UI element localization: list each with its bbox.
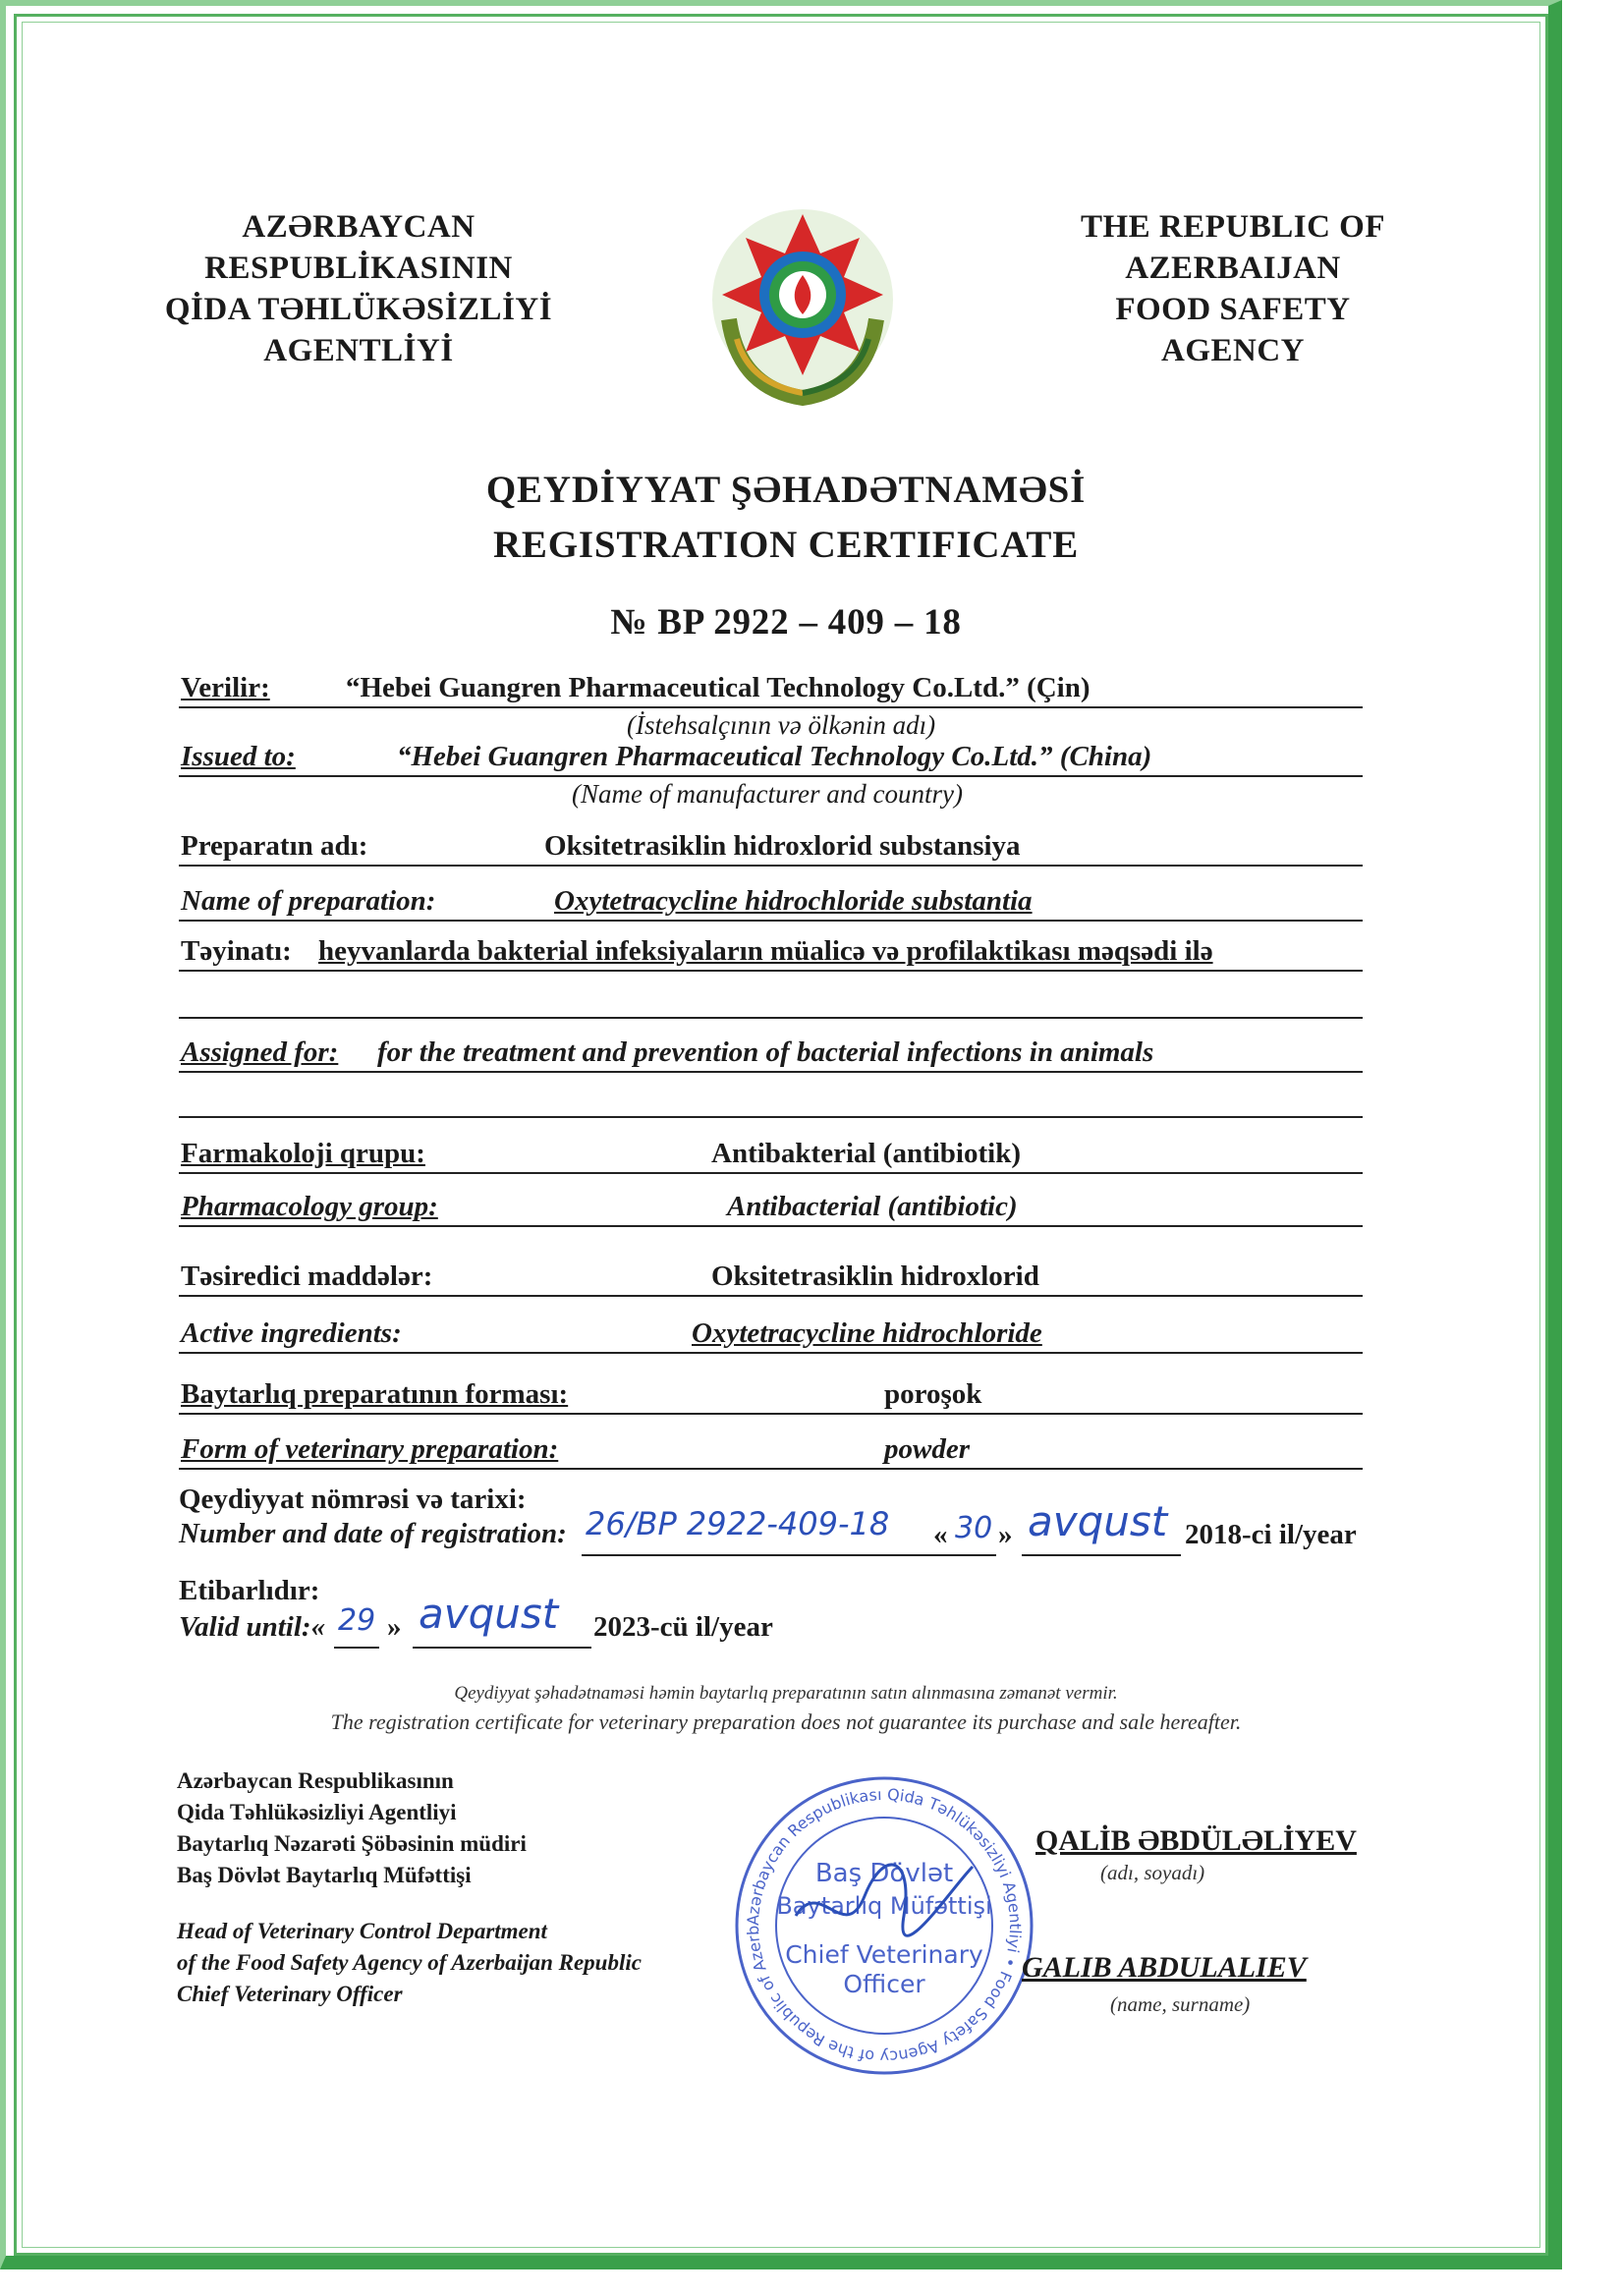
- form-en-value: powder: [884, 1433, 970, 1465]
- stamp-line3: Chief Veterinary: [785, 1940, 983, 1969]
- header-right-line: AZERBAIJAN: [1125, 251, 1341, 286]
- azerbaijan-coat-of-arms-icon: [709, 201, 896, 408]
- validity-month-underline: [413, 1647, 591, 1649]
- registration-day-underline: [953, 1554, 996, 1556]
- disclaimer-az: Qeydiyyat şəhadətnaməsi həmin baytarlıq preparatının satın alınmasına zəmanət vermir.: [454, 1683, 1118, 1704]
- group-en-label: Pharmacology group:: [181, 1191, 438, 1222]
- disclaimer-en: The registration certificate for veterinary preparation does not guarantee its purchase and sale hereafter.: [330, 1709, 1242, 1734]
- group-en-value: Antibacterial (antibiotic): [727, 1191, 1018, 1222]
- official-stamp: [727, 1768, 1041, 2083]
- form-en-label: Form of veterinary preparation:: [181, 1433, 559, 1465]
- title-en: REGISTRATION CERTIFICATE: [492, 524, 1080, 566]
- stamp-line2: Baytarlıq Müfəttişi: [776, 1892, 992, 1920]
- purpose-az-row: [179, 934, 1363, 972]
- issued-to-en-label: Issued to:: [181, 741, 296, 772]
- header-right-line: THE REPUBLIC OF: [1080, 209, 1386, 245]
- issued-to-az-hint: (İstehsalçının və ölkənin adı): [627, 710, 936, 740]
- issued-to-en-hint: (Name of manufacturer and country): [572, 779, 963, 809]
- stamp-line4: Officer: [843, 1970, 925, 1998]
- group-az-value: Antibakterial (antibiotik): [711, 1138, 1021, 1169]
- issued-to-az-label: Verilir:: [181, 672, 270, 703]
- issued-to-en-value: “Hebei Guangren Pharmaceutical Technology Co.Ltd.” (China): [397, 741, 1152, 772]
- group-en-row: [179, 1190, 1363, 1227]
- active-az-value: Oksitetrasiklin hidroxlorid: [711, 1260, 1039, 1292]
- registration-day-handwritten: 30: [955, 1511, 993, 1545]
- issued-to-en-row: [179, 740, 1363, 777]
- signatory-az-line: Qida Təhlükəsizliyi Agentliyi: [177, 1800, 457, 1824]
- signatory-name-en: GALIB ABDULALIEV: [1022, 1951, 1307, 1984]
- purpose-az-value: heyvanlarda bakterial infeksiyaların müalicə və profilaktikası məqsədi ilə: [318, 935, 1213, 967]
- header-right-line: AGENCY: [1160, 333, 1305, 368]
- issued-to-az-row: [179, 671, 1363, 708]
- header-right-line: FOOD SAFETY: [1115, 292, 1351, 327]
- registration-day-close: »: [998, 1519, 1013, 1550]
- active-en-label: Active ingredients:: [181, 1317, 402, 1349]
- registration-number-underline: [582, 1554, 994, 1556]
- signatory-name-en-hint: (name, surname): [1110, 1992, 1251, 2016]
- form-en-row: [179, 1432, 1363, 1470]
- header-left-line: RESPUBLİKASININ: [204, 251, 513, 286]
- form-az-row: [179, 1377, 1363, 1415]
- active-en-value: Oxytetracycline hidrochloride: [692, 1317, 1042, 1349]
- validity-day-close: »: [387, 1611, 402, 1643]
- validity-year: 2023-cü il/year: [593, 1611, 773, 1643]
- signatory-az-line: Azərbaycan Respublikasının: [177, 1768, 454, 1793]
- signatory-az-block: [177, 1765, 527, 1891]
- registration-year: 2018-ci il/year: [1185, 1519, 1357, 1550]
- registration-number-handwritten: 26/BP 2922-409-18: [586, 1505, 890, 1542]
- active-en-row: [179, 1316, 1363, 1354]
- signatory-az-line: Baş Dövlət Baytarlıq Müfəttişi: [177, 1863, 472, 1887]
- purpose-az-label: Təyinatı:: [181, 935, 292, 967]
- validity-day-underline: [334, 1647, 379, 1649]
- header-left-line: AZƏRBAYCAN: [242, 209, 475, 245]
- form-az-label: Baytarlıq preparatının forması:: [181, 1378, 569, 1410]
- signatory-en-line: of the Food Safety Agency of Azerbaijan Republic: [177, 1950, 642, 1975]
- purpose-az-blank-line: [179, 1017, 1363, 1019]
- registration-en-label: Number and date of registration:: [179, 1518, 567, 1549]
- signatory-name-az: QALİB ƏBDÜLƏLİYEV: [1035, 1824, 1357, 1857]
- registration-day-open: «: [933, 1519, 948, 1550]
- header-right-agency-en: [1022, 206, 1444, 371]
- header-left-agency-az: [128, 206, 589, 371]
- header-left-line: QİDA TƏHLÜKƏSİZLİYİ: [164, 292, 553, 327]
- signatory-en-block: [177, 1916, 642, 2010]
- registration-month-handwritten: avqust: [1028, 1497, 1168, 1545]
- form-az-value: poroşok: [884, 1378, 982, 1410]
- signatory-name-az-hint: (adı, soyadı): [1100, 1861, 1205, 1884]
- certificate-number: № BP 2922 – 409 – 18: [610, 602, 962, 643]
- preparation-az-row: [179, 829, 1363, 867]
- preparation-en-row: [179, 884, 1363, 922]
- registration-az-label: Qeydiyyat nömrəsi və tarixi:: [179, 1484, 527, 1515]
- active-az-label: Təsiredici maddələr:: [181, 1260, 433, 1292]
- signatory-en-line: Chief Veterinary Officer: [177, 1982, 403, 2006]
- group-az-row: [179, 1137, 1363, 1174]
- validity-az-label: Etibarlıdır:: [179, 1575, 320, 1606]
- active-az-row: [179, 1260, 1363, 1297]
- signatory-az-line: Baytarlıq Nəzarəti Şöbəsinin müdiri: [177, 1831, 527, 1856]
- purpose-en-label: Assigned for:: [181, 1036, 339, 1068]
- preparation-en-value: Oxytetracycline hidrochloride substantia: [554, 885, 1033, 917]
- group-az-label: Farmakoloji qrupu:: [181, 1138, 425, 1169]
- purpose-en-row: [179, 1036, 1363, 1073]
- issued-to-az-value: “Hebei Guangren Pharmaceutical Technology Co.Ltd.” (Çin): [346, 672, 1091, 703]
- validity-month-handwritten: avqust: [419, 1590, 559, 1638]
- preparation-az-label: Preparatın adı:: [181, 830, 368, 862]
- header-left-line: AGENTLİYİ: [263, 333, 454, 368]
- registration-month-underline: [1022, 1554, 1181, 1556]
- title-az: QEYDİYYAT ŞƏHADƏTNAMƏSİ: [485, 469, 1087, 511]
- stamp-ring-text: Azərbaycan Respublikası Qida Təhlükəsizliyi Agentliyi • Food Safety Agency of the Republic of Azerb: [743, 1784, 1026, 2067]
- purpose-en-blank-line: [179, 1116, 1363, 1118]
- preparation-en-label: Name of preparation:: [181, 885, 436, 917]
- validity-en-label: Valid until:«: [179, 1611, 326, 1643]
- preparation-az-value: Oksitetrasiklin hidroxlorid substansiya: [544, 830, 1021, 862]
- stamp-line1: Baş Dövlət: [814, 1859, 954, 1888]
- signatory-en-line: Head of Veterinary Control Department: [177, 1919, 547, 1943]
- validity-day-handwritten: 29: [338, 1603, 376, 1638]
- purpose-en-value: for the treatment and prevention of bacterial infections in animals: [377, 1036, 1154, 1068]
